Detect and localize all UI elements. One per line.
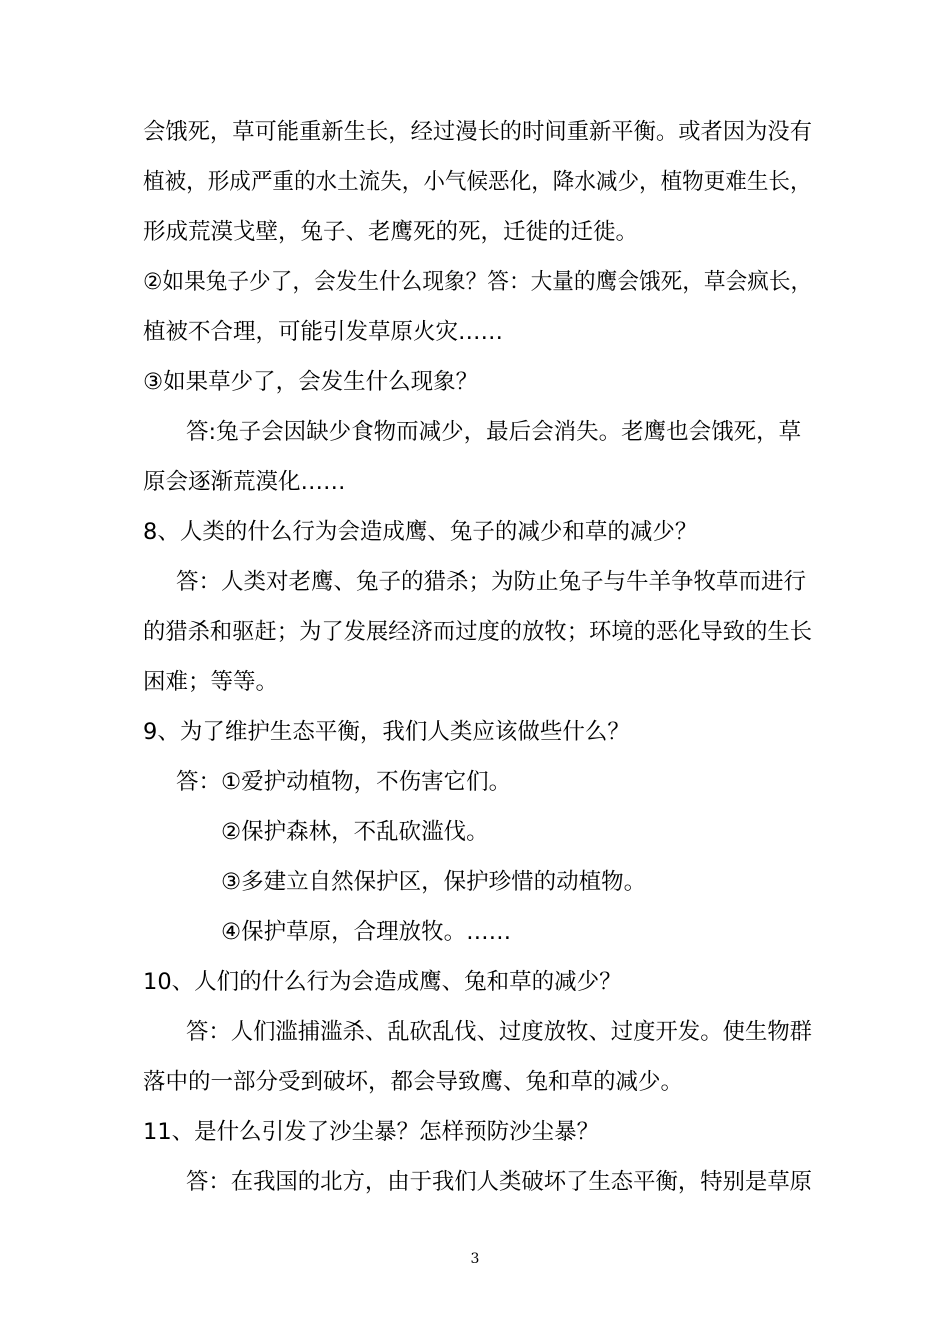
question-8: 8、人类的什么行为会造成鹰、兔子的减少和草的减少？ bbox=[143, 519, 698, 545]
text-line: 植被，形成严重的水土流失，小气候恶化，降水减少，植物更难生长， bbox=[143, 169, 812, 195]
list-item: ②保护森林，不乱砍滥伐。 bbox=[221, 819, 489, 845]
text-line: 困难；等等。 bbox=[143, 669, 279, 695]
question-9: 9、为了维护生态平衡，我们人类应该做些什么？ bbox=[143, 719, 630, 745]
text-line: ③如果草少了，会发生什么现象？ bbox=[143, 369, 479, 395]
list-item: ③多建立自然保护区，保护珍惜的动植物。 bbox=[221, 869, 647, 895]
text-line: 形成荒漠戈壁，兔子、老鹰死的死，迁徙的迁徙。 bbox=[143, 219, 639, 245]
page-number: 3 bbox=[470, 1251, 480, 1267]
answer-line: 答:兔子会因缺少食物而减少，最后会消失。老鹰也会饿死，草 bbox=[186, 419, 802, 445]
answer-line: 答：①爱护动植物，不伤害它们。 bbox=[176, 769, 512, 795]
answer-line: 答：在我国的北方，由于我们人类破坏了生态平衡，特别是草原 bbox=[186, 1169, 813, 1195]
text-line: 的猎杀和驱赶；为了发展经济而过度的放牧；环境的恶化导致的生长 bbox=[143, 619, 813, 645]
text-line: 植被不合理，可能引发草原火灾…… bbox=[143, 319, 504, 345]
list-item: ④保护草原，合理放牧。…… bbox=[221, 919, 512, 945]
text-line: ②如果兔子少了，会发生什么现象？答：大量的鹰会饿死，草会疯长， bbox=[143, 269, 813, 295]
question-11: 11、是什么引发了沙尘暴？怎样预防沙尘暴？ bbox=[143, 1119, 600, 1145]
text-line: 会饿死，草可能重新生长，经过漫长的时间重新平衡。或者因为没有 bbox=[143, 119, 813, 145]
question-10: 10、人们的什么行为会造成鹰、兔和草的减少？ bbox=[143, 969, 622, 995]
text-line: 落中的一部分受到破坏，都会导致鹰、兔和草的减少。 bbox=[143, 1069, 684, 1095]
text-line: 原会逐渐荒漠化…… bbox=[143, 469, 346, 495]
answer-line: 答：人类对老鹰、兔子的猎杀；为防止兔子与牛羊争牧草而进行 bbox=[176, 569, 807, 595]
answer-line: 答：人们滥捕滥杀、乱砍乱伐、过度放牧、过度开发。使生物群 bbox=[186, 1019, 813, 1045]
